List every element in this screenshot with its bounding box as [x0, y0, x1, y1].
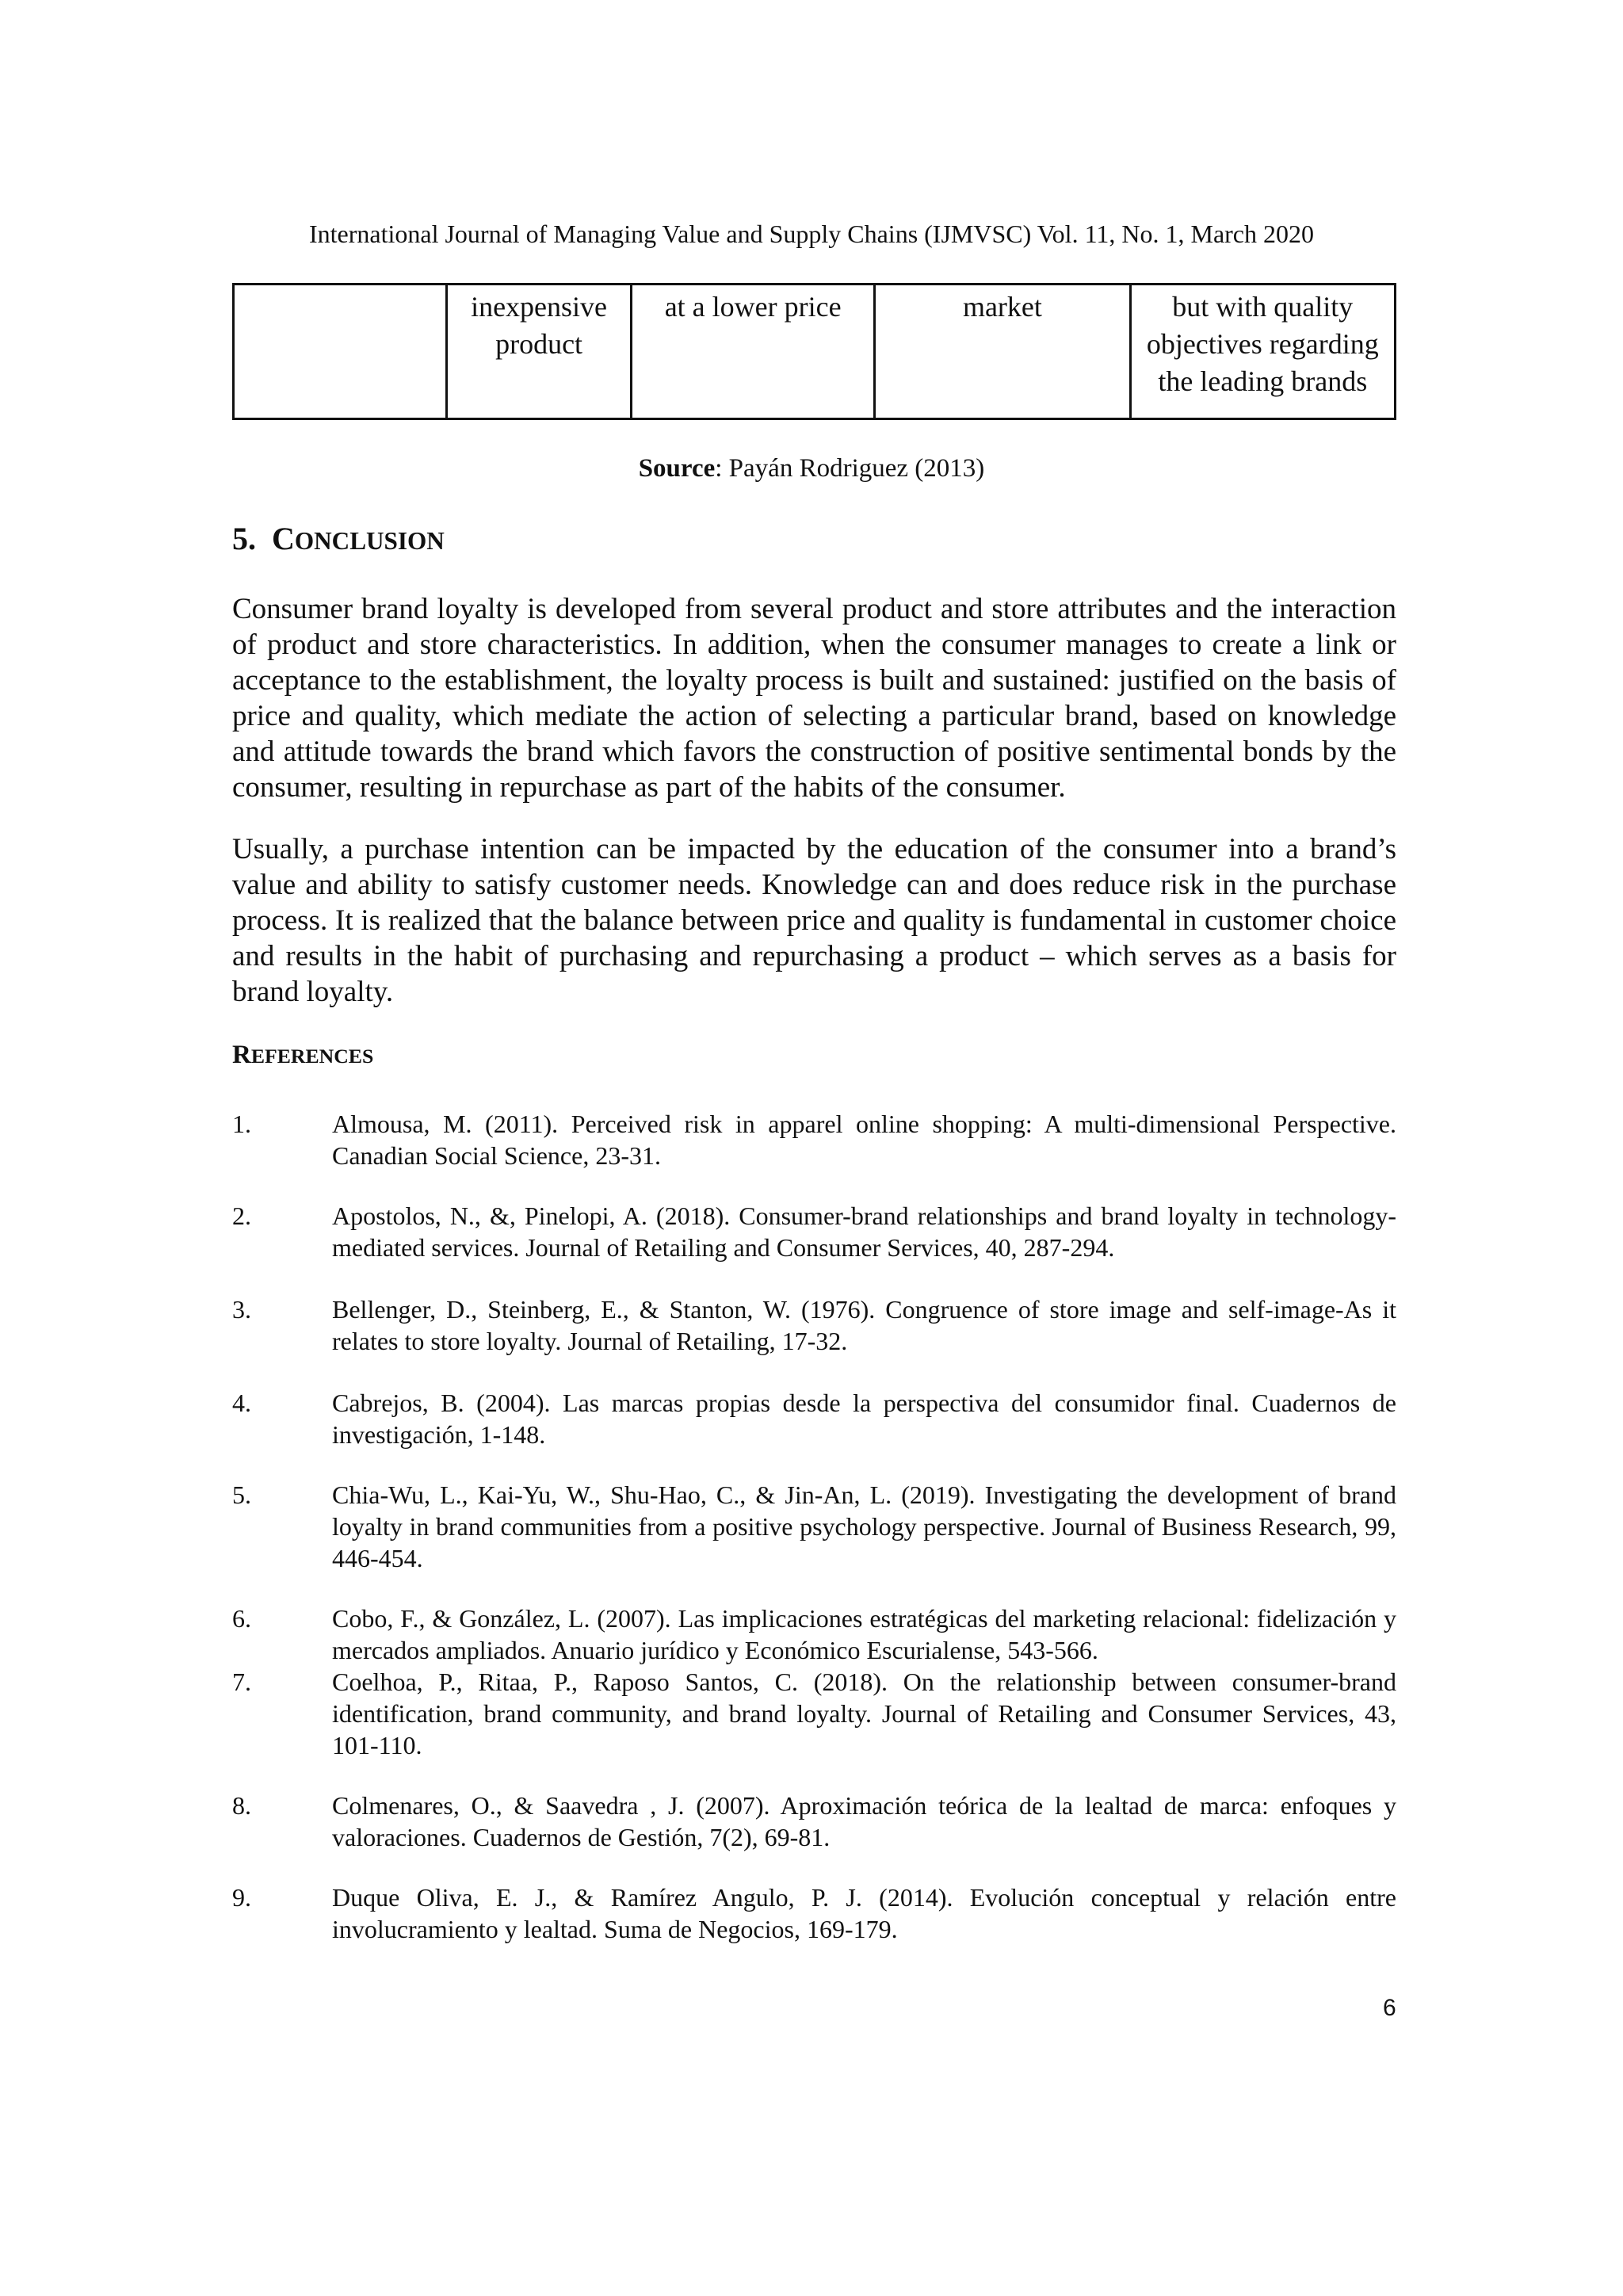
reference-number: 4. — [232, 1389, 251, 1417]
reference-item — [232, 1603, 1396, 1666]
heading-initial: C — [272, 521, 295, 556]
reference-item — [232, 1479, 1396, 1574]
reference-text: Chia-Wu, L., Kai-Yu, W., Shu-Hao, C., & Jin-An, L. (2019). Investigating the development of brand loyalty in brand communities from a positive psychology perspective. Journal of Business Research, 99, 446-454. — [332, 1480, 1396, 1572]
reference-number: 3. — [232, 1295, 251, 1324]
reference-item — [232, 1293, 1396, 1357]
section-number: 5. — [232, 521, 256, 556]
section-heading-conclusion — [232, 520, 445, 560]
heading-rest: ONCLUSION — [294, 527, 445, 555]
reference-text: Almousa, M. (2011). Perceived risk in apparel online shopping: A multi-dimensional Perspective. Canadian Social Science, 23-31. — [332, 1110, 1396, 1170]
table-cell: market — [875, 285, 1130, 419]
page-number: 6 — [1383, 1995, 1396, 2021]
source-text: : Payán Rodriguez (2013) — [715, 454, 985, 483]
reference-text: Bellenger, D., Steinberg, E., & Stanton, W. (1976). Congruence of store image and self-image-As it relates to store loyalty. Journal of Retailing, 17-32. — [332, 1295, 1396, 1355]
running-header: International Journal of Managing Value and Supply Chains (IJMVSC) Vol. 11, No. 1, March 2020 — [308, 220, 1314, 248]
reference-item — [232, 1387, 1396, 1450]
reference-number: 5. — [232, 1480, 251, 1509]
table-cell: at a lower price — [631, 285, 874, 419]
reference-text: Coelhoa, P., Ritaa, P., Raposo Santos, C. (2018). On the relationship between consumer-brand identification, brand community, and brand loyalty. Journal of Retailing and Consumer Services, 43, 101-110. — [332, 1668, 1396, 1759]
heading-rest: EFERENCES — [250, 1045, 374, 1068]
continued-table — [232, 283, 1396, 420]
reference-item — [232, 1666, 1396, 1761]
reference-text: Colmenares, O., & Saavedra , J. (2007). Aproximación teórica de la lealtad de marca: enfoques y valoraciones. Cuadernos de Gestión, 7(2), 69-81. — [332, 1791, 1396, 1851]
reference-text: Duque Oliva, E. J., & Ramírez Angulo, P. J. (2014). Evolución conceptual y relación entre involucramiento y lealtad. Suma de Negocios, 169-179. — [332, 1883, 1396, 1943]
table-cell: but with quality objectives regarding the leading brands — [1130, 285, 1395, 419]
reference-item — [232, 1881, 1396, 1945]
reference-item — [232, 1108, 1396, 1171]
paragraph: Usually, a purchase intention can be impacted by the education of the consumer into a brand’s value and ability to satisfy customer needs. Knowledge can and does reduce risk in the purchase process. It is realized that the balance between price and quality is fundamental in customer choice and results in the habit of purchasing and repurchasing a product – which serves as a basis for brand loyalty. — [232, 833, 1396, 1008]
reference-number: 9. — [232, 1883, 251, 1912]
table-cell: inexpensive product — [447, 285, 632, 419]
reference-text: Cobo, F., & González, L. (2007). Las implicaciones estratégicas del marketing relacional: fidelización y mercados ampliados. Anuario jurídico y Económico Escurialense, 543-566. — [332, 1604, 1396, 1664]
reference-text: Cabrejos, B. (2004). Las marcas propias desde la perspectiva del consumidor final. Cuadernos de investigación, 1-148. — [332, 1389, 1396, 1449]
reference-number: 6. — [232, 1604, 251, 1633]
section-heading-references — [232, 1039, 373, 1072]
reference-item — [232, 1790, 1396, 1853]
reference-text: Apostolos, N., &, Pinelopi, A. (2018). Consumer-brand relationships and brand loyalty in technology-mediated services. Journal of Retailing and Consumer Services, 40, 287-294. — [332, 1201, 1396, 1262]
reference-number: 1. — [232, 1110, 251, 1138]
table-source — [0, 453, 1623, 484]
reference-item — [232, 1200, 1396, 1263]
source-label: Source — [638, 454, 716, 483]
paragraph: Consumer brand loyalty is developed from several product and store attributes and the interaction of product and store characteristics. In addition, when the consumer manages to create a link or acceptance to the establishment, the loyalty process is built and sustained: justified on the basis of price and quality, which mediate the action of selecting a particular brand, based on knowledge and attitude towards the brand which favors the construction of positive sentimental bonds by the consumer, resulting in repurchase as part of the habits of the consumer. — [232, 593, 1396, 804]
heading-initial: R — [232, 1041, 251, 1069]
table-cell — [234, 285, 447, 419]
reference-number: 7. — [232, 1668, 251, 1696]
reference-number: 8. — [232, 1791, 251, 1820]
table-row — [234, 285, 1396, 419]
reference-number: 2. — [232, 1201, 251, 1230]
